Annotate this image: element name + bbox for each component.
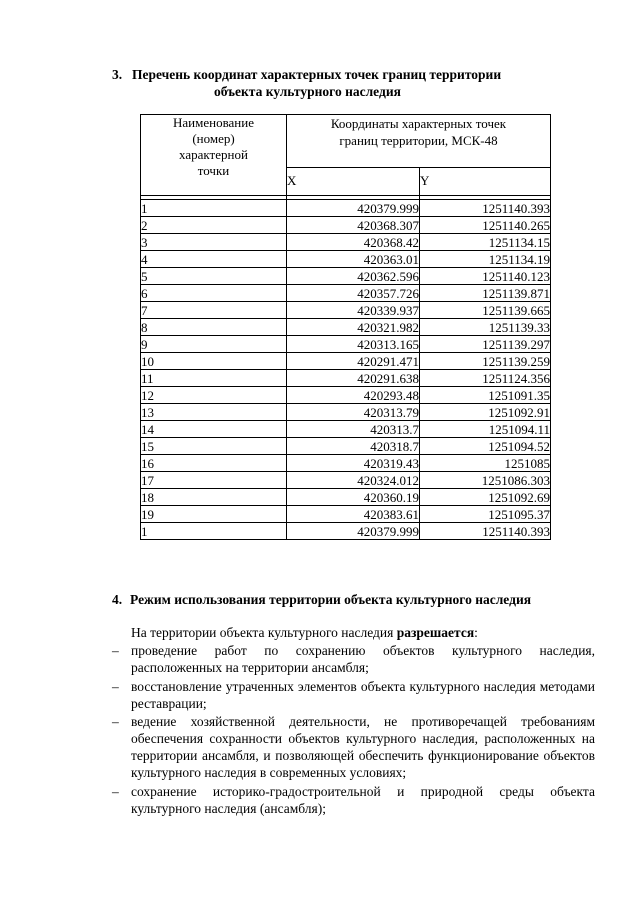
table-row bbox=[141, 302, 551, 319]
coordinates-table-body bbox=[141, 200, 551, 540]
table-row bbox=[141, 268, 551, 285]
column-header-point-name bbox=[141, 115, 287, 196]
list-item bbox=[112, 783, 595, 817]
point-name-cell: 10 bbox=[141, 353, 287, 370]
section-4-number: 4. bbox=[112, 592, 123, 607]
x-coordinate-cell: 420291.471 bbox=[287, 353, 420, 370]
x-coordinate-cell: 420313.79 bbox=[287, 404, 420, 421]
list-item bbox=[112, 642, 595, 676]
section-3-title-line-2: объекта культурного наследия bbox=[214, 84, 401, 99]
point-name-cell: 13 bbox=[141, 404, 287, 421]
y-coordinate-cell: 1251139.665 bbox=[420, 302, 551, 319]
y-coordinate-cell: 1251140.393 bbox=[420, 523, 551, 540]
point-name-cell: 9 bbox=[141, 336, 287, 353]
table-row bbox=[141, 523, 551, 540]
column-header-y: Y bbox=[420, 167, 551, 195]
x-coordinate-cell: 420318.7 bbox=[287, 438, 420, 455]
point-name-cell: 2 bbox=[141, 217, 287, 234]
x-coordinate-cell: 420313.7 bbox=[287, 421, 420, 438]
intro-colon: : bbox=[474, 625, 478, 640]
table-row bbox=[141, 438, 551, 455]
bullet-dash: – bbox=[112, 678, 119, 694]
x-coordinate-cell: 420324.012 bbox=[287, 472, 420, 489]
y-coordinate-cell: 1251094.52 bbox=[420, 438, 551, 455]
bullet-dash: – bbox=[112, 783, 119, 799]
list-item bbox=[112, 678, 595, 712]
x-coordinate-cell: 420339.937 bbox=[287, 302, 420, 319]
point-name-cell: 16 bbox=[141, 455, 287, 472]
y-coordinate-cell: 1251094.11 bbox=[420, 421, 551, 438]
section-3-title-line-1 bbox=[112, 66, 592, 83]
x-coordinate-cell: 420319.43 bbox=[287, 455, 420, 472]
intro-bold-word: разрешается bbox=[396, 625, 475, 640]
section-3-heading bbox=[112, 66, 592, 100]
y-coordinate-cell: 1251134.19 bbox=[420, 251, 551, 268]
list-item bbox=[112, 713, 595, 781]
y-coordinate-cell: 1251086.303 bbox=[420, 472, 551, 489]
point-name-cell: 14 bbox=[141, 421, 287, 438]
column-header-coordinates bbox=[287, 115, 551, 168]
table-row bbox=[141, 217, 551, 234]
table-row bbox=[141, 353, 551, 370]
y-coordinate-cell: 1251085 bbox=[420, 455, 551, 472]
table-row bbox=[141, 506, 551, 523]
table-row bbox=[141, 251, 551, 268]
x-coordinate-cell: 420313.165 bbox=[287, 336, 420, 353]
y-coordinate-cell: 1251140.393 bbox=[420, 200, 551, 217]
y-coordinate-cell: 1251139.259 bbox=[420, 353, 551, 370]
x-coordinate-cell: 420360.19 bbox=[287, 489, 420, 506]
x-coordinate-cell: 420379.999 bbox=[287, 523, 420, 540]
header-coords-line: границ территории, МСК-48 bbox=[339, 133, 498, 148]
bullet-dash: – bbox=[112, 643, 119, 658]
section-3-number: 3. bbox=[112, 67, 123, 82]
table-row bbox=[141, 421, 551, 438]
list-item-text: восстановление утраченных элементов объекта культурного наследия методами реставрации; bbox=[131, 678, 595, 711]
y-coordinate-cell: 1251091.35 bbox=[420, 387, 551, 404]
point-name-cell: 1 bbox=[141, 200, 287, 217]
intro-text: На территории объекта культурного наследия bbox=[131, 625, 397, 640]
y-coordinate-cell: 1251139.33 bbox=[420, 319, 551, 336]
x-coordinate-cell: 420321.982 bbox=[287, 319, 420, 336]
point-name-cell: 15 bbox=[141, 438, 287, 455]
table-row bbox=[141, 472, 551, 489]
y-coordinate-cell: 1251139.871 bbox=[420, 285, 551, 302]
x-coordinate-cell: 420291.638 bbox=[287, 370, 420, 387]
x-coordinate-cell: 420293.48 bbox=[287, 387, 420, 404]
header-name-line: Наименование bbox=[173, 115, 254, 130]
bullet-dash: – bbox=[112, 714, 119, 729]
point-name-cell: 6 bbox=[141, 285, 287, 302]
section-4-heading bbox=[112, 591, 531, 608]
list-item-text: сохранение историко-градостроительной и природной среды объекта культурного наследия (ансамбля); bbox=[131, 783, 595, 816]
point-name-cell: 4 bbox=[141, 251, 287, 268]
coordinates-table bbox=[140, 114, 551, 540]
point-name-cell: 3 bbox=[141, 234, 287, 251]
table-row bbox=[141, 370, 551, 387]
table-row bbox=[141, 234, 551, 251]
table-row bbox=[141, 455, 551, 472]
header-name-line: точки bbox=[197, 163, 230, 178]
section-4-title: Режим использования территории объекта культурного наследия bbox=[130, 592, 532, 607]
y-coordinate-cell: 1251139.297 bbox=[420, 336, 551, 353]
x-coordinate-cell: 420383.61 bbox=[287, 506, 420, 523]
x-coordinate-cell: 420368.307 bbox=[287, 217, 420, 234]
point-name-cell: 8 bbox=[141, 319, 287, 336]
column-header-x: X bbox=[287, 167, 420, 195]
list-item-text: ведение хозяйственной деятельности, не противоречащей требованиям обеспечения сохранности объектов культурного наследия, расположенных на территории ансамбля, и позволяющей обеспечить функционирование объектов культурного наследия в современных условиях; bbox=[131, 714, 595, 780]
table-row bbox=[141, 387, 551, 404]
point-name-cell: 19 bbox=[141, 506, 287, 523]
x-coordinate-cell: 420362.596 bbox=[287, 268, 420, 285]
y-coordinate-cell: 1251140.123 bbox=[420, 268, 551, 285]
header-name-line: (номер) bbox=[192, 131, 235, 146]
point-name-cell: 18 bbox=[141, 489, 287, 506]
x-coordinate-cell: 420368.42 bbox=[287, 234, 420, 251]
table-row bbox=[141, 336, 551, 353]
point-name-cell: 17 bbox=[141, 472, 287, 489]
point-name-cell: 12 bbox=[141, 387, 287, 404]
header-coords-line: Координаты характерных точек bbox=[330, 116, 507, 131]
x-coordinate-cell: 420357.726 bbox=[287, 285, 420, 302]
y-coordinate-cell: 1251095.37 bbox=[420, 506, 551, 523]
permitted-activities-list bbox=[112, 642, 595, 818]
table-row bbox=[141, 404, 551, 421]
x-coordinate-cell: 420363.01 bbox=[287, 251, 420, 268]
y-coordinate-cell: 1251092.69 bbox=[420, 489, 551, 506]
table-row bbox=[141, 489, 551, 506]
section-4-intro bbox=[131, 624, 478, 641]
y-coordinate-cell: 1251124.356 bbox=[420, 370, 551, 387]
y-coordinate-cell: 1251134.15 bbox=[420, 234, 551, 251]
point-name-cell: 7 bbox=[141, 302, 287, 319]
table-row bbox=[141, 200, 551, 217]
list-item-text: проведение работ по сохранению объектов культурного наследия, расположенных на территории ансамбля; bbox=[131, 643, 595, 675]
table-row bbox=[141, 319, 551, 336]
table-row bbox=[141, 285, 551, 302]
header-name-line: характерной bbox=[179, 147, 248, 162]
point-name-cell: 5 bbox=[141, 268, 287, 285]
point-name-cell: 11 bbox=[141, 370, 287, 387]
y-coordinate-cell: 1251092.91 bbox=[420, 404, 551, 421]
y-coordinate-cell: 1251140.265 bbox=[420, 217, 551, 234]
x-coordinate-cell: 420379.999 bbox=[287, 200, 420, 217]
point-name-cell: 1 bbox=[141, 523, 287, 540]
section-3-title-text-1: Перечень координат характерных точек границ территории bbox=[132, 67, 502, 82]
